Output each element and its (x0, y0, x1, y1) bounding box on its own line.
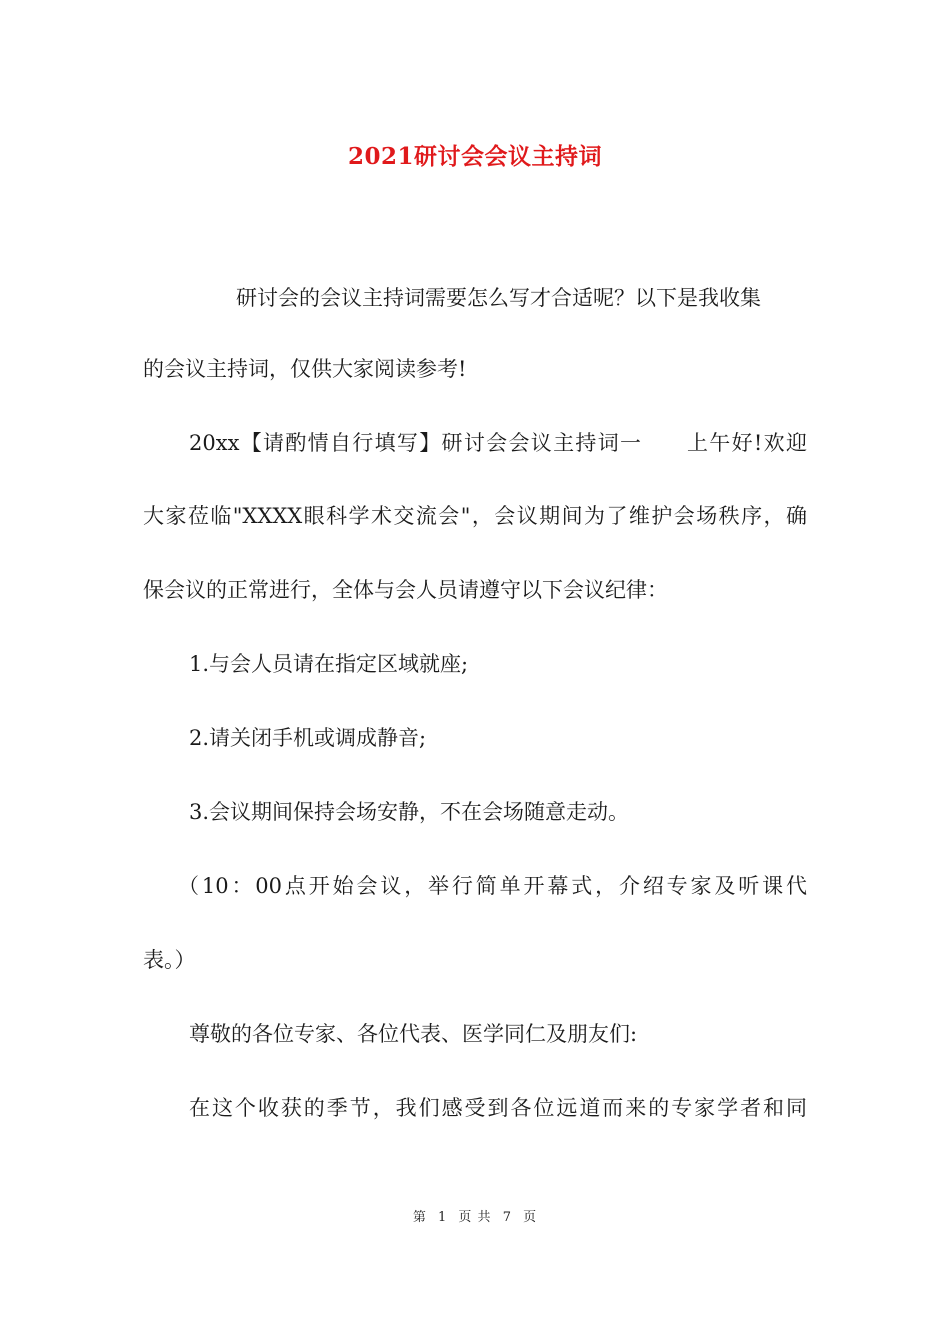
list-item: 1.与会人员请在指定区域就座; (189, 652, 469, 676)
list-item: 2.请关闭手机或调成静音; (189, 726, 427, 750)
paragraph-line: 在这个收获的季节，我们感受到各位远道而来的专家学者和同 (189, 1096, 807, 1120)
footer-suffix: 页 (523, 1210, 538, 1225)
paragraph-line: 尊敬的各位专家、各位代表、医学同仁及朋友们: (189, 1022, 638, 1046)
document-title: 2021研讨会会议主持词 (347, 143, 602, 170)
paragraph-line: 大家莅临"XXXX眼科学术交流会"，会议期间为了维护会场秩序，确 (143, 504, 807, 528)
paragraph-line: 表。） (143, 948, 196, 972)
paragraph-line: 的会议主持词，仅供大家阅读参考! (143, 357, 467, 381)
paragraph-line: 20xx【请酌情自行填写】研讨会会议主持词一 上午好!欢迎 (189, 431, 807, 455)
list-item: 3.会议期间保持会场安静，不在会场随意走动。 (189, 800, 630, 824)
footer-page-number: 1 (438, 1210, 448, 1225)
paragraph-line: 保会议的正常进行，全体与会人员请遵守以下会议纪律： (143, 578, 668, 602)
footer-prefix: 第 (412, 1210, 427, 1225)
footer-middle: 页 共 (458, 1210, 492, 1225)
paragraph-line: （10：00点开始会议，举行简单开幕式，介绍专家及听课代 (178, 874, 807, 898)
paragraph-line: 研讨会的会议主持词需要怎么写才合适呢？以下是我收集 (236, 286, 761, 310)
footer-total-pages: 7 (502, 1210, 512, 1225)
page-footer (0, 1206, 950, 1225)
